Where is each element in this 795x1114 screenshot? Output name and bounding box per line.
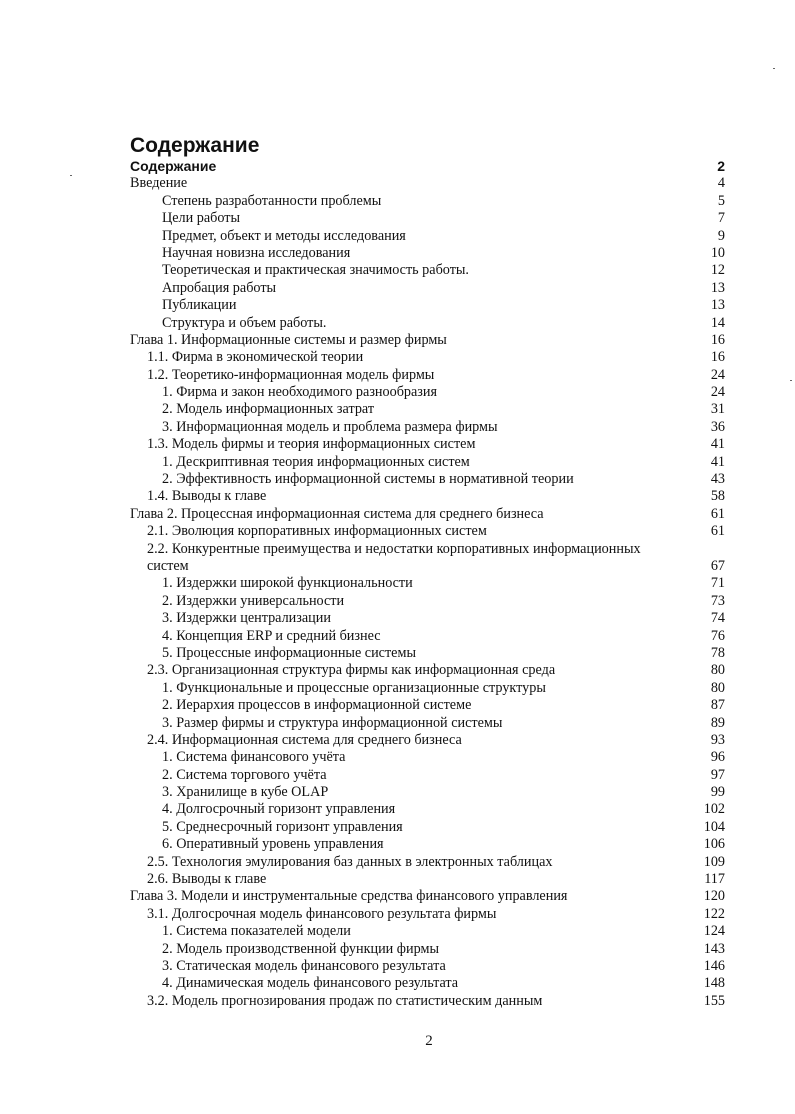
toc-entry-page: 13	[710, 279, 725, 296]
toc-entry-page: 9	[717, 227, 725, 244]
toc-entry	[130, 297, 725, 314]
toc-entry-page: 41	[710, 436, 725, 453]
toc-entry-page: 109	[703, 853, 725, 870]
toc-entry-page: 67	[710, 557, 725, 574]
toc-entry-title: Предмет, объект и методы исследования	[162, 227, 406, 244]
toc-entry-title: Степень разработанности проблемы	[162, 192, 382, 209]
toc-entry-page: 93	[710, 731, 725, 748]
toc-entry	[130, 697, 725, 714]
toc-entry-title: 6. Оперативный уровень управления	[162, 836, 384, 853]
toc-entry-page: 5	[717, 192, 725, 209]
toc-entry-title: 2. Эффективность информационной системы в нормативной теории	[162, 471, 574, 488]
toc-entry-title: 2. Иерархия процессов в информационной системе	[162, 697, 472, 714]
toc-entry-title: Научная новизна исследования	[162, 244, 351, 261]
toc-entry-title: Глава 3. Модели и инструментальные средства финансового управления	[130, 888, 568, 905]
toc-entry-page: 14	[710, 314, 725, 331]
toc-entry-title: 1.4. Выводы к главе	[147, 488, 267, 505]
toc-entry-page: 89	[710, 714, 725, 731]
toc-entry-title: 1. Система финансового учёта	[162, 749, 346, 766]
toc-entry	[130, 488, 725, 505]
toc-entry-title: Глава 1. Информационные системы и размер фирмы	[130, 331, 447, 348]
toc-entry-title: 3. Статическая модель финансового результата	[162, 957, 446, 974]
toc-entry	[130, 210, 725, 227]
toc-entry-page: 43	[710, 471, 725, 488]
toc-entry-page: 122	[703, 905, 725, 922]
toc-entry-page: 155	[703, 992, 725, 1009]
toc-entry	[130, 593, 725, 610]
toc-entry-title: Публикации	[162, 297, 237, 314]
toc-entry-title: Глава 2. Процессная информационная система для среднего бизнеса	[130, 505, 544, 522]
toc-entry	[130, 732, 725, 749]
toc-entry-page: 143	[703, 940, 725, 957]
toc-entry	[130, 332, 725, 349]
toc-entry-page: 78	[710, 644, 725, 661]
toc-entry	[130, 228, 725, 245]
toc-entry-page: 12	[710, 262, 725, 279]
toc-entry	[130, 158, 725, 175]
toc-entry-title: 1.3. Модель фирмы и теория информационных систем	[147, 436, 476, 453]
toc-entry	[130, 749, 725, 766]
toc-entry	[130, 610, 725, 627]
page-number: 2	[425, 1033, 433, 1049]
toc-entry-page: 24	[710, 366, 725, 383]
toc-entry	[130, 993, 725, 1010]
toc-entry-title: 3. Размер фирмы и структура информационной системы	[162, 714, 503, 731]
toc-entry-page: 97	[710, 766, 725, 783]
toc-entry	[130, 767, 725, 784]
toc-entry	[130, 715, 725, 732]
toc-entry-page: 13	[710, 297, 725, 314]
toc-entry-title: 1. Дескриптивная теория информационных систем	[162, 453, 470, 470]
toc-entry-page: 74	[710, 610, 725, 627]
toc-entry-title: 1.2. Теоретико-информационная модель фирмы	[147, 366, 435, 383]
toc-entry	[130, 280, 725, 297]
toc-entry-page: 24	[710, 384, 725, 401]
toc-entry-page: 71	[710, 575, 725, 592]
toc-entry-title: Цели работы	[162, 210, 241, 227]
toc-entry	[130, 454, 725, 471]
toc-entry-title: 2.4. Информационная система для среднего бизнеса	[147, 731, 462, 748]
table-of-contents	[130, 158, 725, 1010]
toc-entry-page: 7	[717, 210, 725, 227]
toc-entry-title: 2. Система торгового учёта	[162, 766, 327, 783]
toc-entry-page: 61	[710, 523, 725, 540]
toc-entry-title: 1.1. Фирма в экономической теории	[147, 349, 364, 366]
toc-entry	[130, 645, 725, 662]
toc-entry-title: 3. Информационная модель и проблема размера фирмы	[162, 418, 498, 435]
toc-entry	[130, 349, 725, 366]
toc-entry-title: 1. Издержки широкой функциональности	[162, 575, 413, 592]
toc-entry-page: 4	[717, 175, 725, 192]
toc-entry-title: Введение	[130, 175, 188, 192]
toc-entry-page: 61	[710, 505, 725, 522]
toc-entry-page: 16	[710, 331, 725, 348]
toc-entry-page: 106	[703, 836, 725, 853]
toc-entry-page: 124	[703, 923, 725, 940]
toc-entry-page: 31	[710, 401, 725, 418]
toc-entry	[130, 680, 725, 697]
toc-entry-page: 58	[710, 488, 725, 505]
toc-entry-title: 3.2. Модель прогнозирования продаж по статистическим данным	[147, 992, 543, 1009]
toc-entry	[130, 193, 725, 210]
toc-entry	[130, 523, 725, 540]
toc-entry	[130, 471, 725, 488]
toc-entry	[130, 662, 725, 679]
toc-entry	[130, 384, 725, 401]
toc-entry	[130, 836, 725, 853]
toc-entry	[130, 923, 725, 940]
toc-entry-page: 104	[703, 818, 725, 835]
toc-entry-page: 87	[710, 697, 725, 714]
toc-entry	[130, 436, 725, 453]
toc-entry-title: 2.6. Выводы к главе	[147, 871, 267, 888]
toc-entry-page: 148	[703, 975, 725, 992]
toc-entry	[130, 506, 725, 523]
toc-entry-title: 5. Процессные информационные системы	[162, 644, 416, 661]
toc-entry	[130, 575, 725, 592]
toc-entry-page: 41	[710, 453, 725, 470]
toc-entry-page: 146	[703, 957, 725, 974]
toc-entry	[130, 175, 725, 192]
toc-entry-title: Структура и объем работы.	[162, 314, 327, 331]
toc-entry	[130, 558, 725, 575]
toc-entry-title: 1. Функциональные и процессные организационные структуры	[162, 679, 546, 696]
toc-entry-page: 117	[704, 871, 725, 888]
toc-entry-title: 2.2. Конкурентные преимущества и недостатки корпоративных информационных	[147, 540, 641, 557]
toc-entry-page: 36	[710, 418, 725, 435]
toc-entry	[130, 854, 725, 871]
toc-entry-title: Теоретическая и практическая значимость работы.	[162, 262, 469, 279]
toc-entry	[130, 262, 725, 279]
toc-entry-page: 73	[710, 592, 725, 609]
toc-entry	[130, 801, 725, 818]
toc-entry	[130, 819, 725, 836]
toc-entry	[130, 367, 725, 384]
toc-entry	[130, 541, 725, 558]
toc-entry	[130, 975, 725, 992]
toc-entry-page: 80	[710, 662, 725, 679]
toc-entry	[130, 941, 725, 958]
toc-entry-title: 2. Издержки универсальности	[162, 592, 345, 609]
toc-entry-page: 96	[710, 749, 725, 766]
toc-entry-page: 99	[710, 784, 725, 801]
toc-entry-page: 2	[717, 158, 725, 174]
toc-entry	[130, 315, 725, 332]
toc-entry	[130, 419, 725, 436]
toc-entry	[130, 401, 725, 418]
toc-entry-title: 3.1. Долгосрочная модель финансового результата фирмы	[147, 905, 497, 922]
toc-entry-title: 2. Модель производственной функции фирмы	[162, 940, 439, 957]
toc-entry	[130, 784, 725, 801]
toc-entry	[130, 906, 725, 923]
toc-entry-title: 1. Система показателей модели	[162, 923, 351, 940]
toc-entry-page: 120	[703, 888, 725, 905]
toc-entry	[130, 245, 725, 262]
toc-entry-title: 3. Издержки централизации	[162, 610, 331, 627]
toc-entry-title: 2.5. Технология эмулирования баз данных в электронных таблицах	[147, 853, 553, 870]
page-title: Содержание	[130, 134, 260, 157]
toc-entry-page: 80	[710, 679, 725, 696]
toc-entry-page: 76	[710, 627, 725, 644]
toc-entry-title: 2.3. Организационная структура фирмы как информационная среда	[147, 662, 556, 679]
toc-entry-title: Апробация работы	[162, 279, 277, 296]
toc-entry	[130, 888, 725, 905]
toc-entry-page: 10	[710, 244, 725, 261]
toc-entry	[130, 628, 725, 645]
toc-entry-title: 2.1. Эволюция корпоративных информационных систем	[147, 523, 487, 540]
toc-entry-title: 4. Долгосрочный горизонт управления	[162, 801, 396, 818]
toc-entry	[130, 871, 725, 888]
toc-entry-title: 3. Хранилище в кубе OLAP	[162, 784, 329, 801]
toc-entry-title: 5. Среднесрочный горизонт управления	[162, 818, 403, 835]
scan-speck	[773, 68, 775, 69]
toc-entry-title: Содержание	[130, 158, 217, 174]
toc-entry-title: систем	[147, 557, 189, 574]
scan-speck	[790, 380, 792, 381]
toc-entry-title: 4. Концепция ERP и средний бизнес	[162, 627, 381, 644]
toc-entry-page: 16	[710, 349, 725, 366]
toc-entry-title: 4. Динамическая модель финансового результата	[162, 975, 459, 992]
toc-entry-title: 1. Фирма и закон необходимого разнообразия	[162, 384, 438, 401]
toc-entry-page: 102	[703, 801, 725, 818]
scan-speck	[70, 175, 72, 176]
toc-entry	[130, 958, 725, 975]
toc-entry-title: 2. Модель информационных затрат	[162, 401, 375, 418]
